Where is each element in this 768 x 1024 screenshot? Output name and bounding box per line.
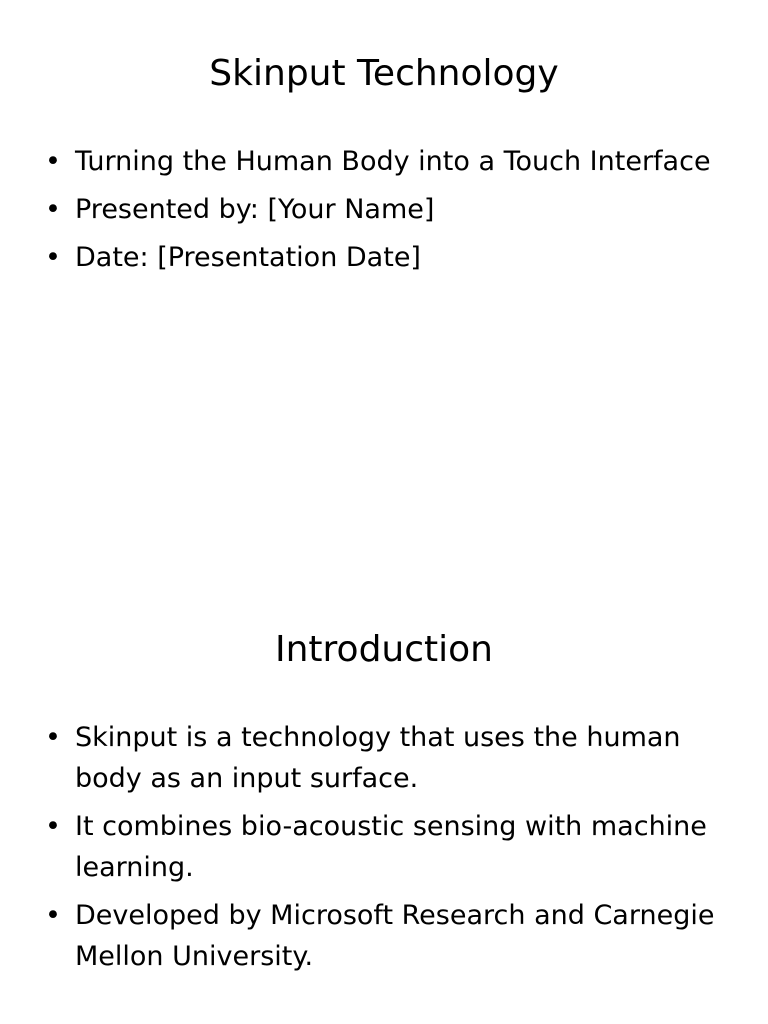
slide-title: Skinput Technology <box>209 53 559 94</box>
bullet-icon: • <box>45 811 61 842</box>
bullet-text: Skinput is a technology that uses the human body as an input surface. <box>75 722 681 794</box>
bullet-text: Date: [Presentation Date] <box>75 242 421 273</box>
bullet-icon: • <box>45 900 61 931</box>
bullet-icon: • <box>45 194 61 225</box>
bullet-item <box>45 237 735 278</box>
bullet-icon: • <box>45 146 61 177</box>
bullet-item <box>45 141 735 182</box>
bullet-text: Developed by Microsoft Research and Carnegie Mellon University. <box>75 900 715 972</box>
bullet-text: It combines bio-acoustic sensing with machine learning. <box>75 811 707 883</box>
bullet-list <box>45 141 735 285</box>
slide-title: Introduction <box>274 629 493 670</box>
bullet-icon: • <box>45 242 61 273</box>
bullet-item <box>45 806 735 888</box>
bullet-item <box>45 717 735 799</box>
bullet-icon: • <box>45 722 61 753</box>
bullet-list <box>45 717 735 984</box>
bullet-text: Turning the Human Body into a Touch Interface <box>75 146 711 177</box>
bullet-item <box>45 189 735 230</box>
bullet-text: Presented by: [Your Name] <box>75 194 435 225</box>
bullet-item <box>45 895 735 977</box>
slide-introduction <box>0 576 768 1024</box>
